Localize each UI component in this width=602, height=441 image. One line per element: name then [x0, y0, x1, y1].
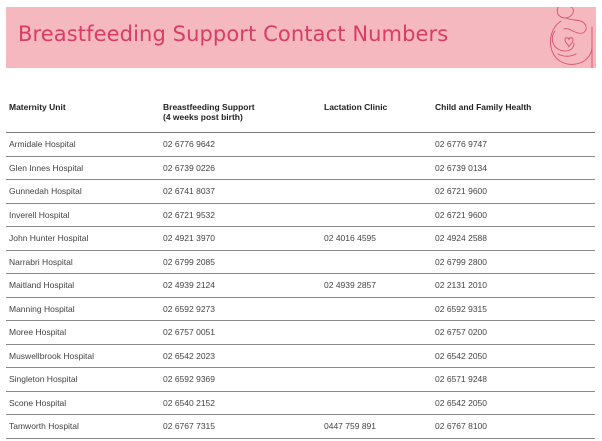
breastfeeding-support-cell: 02 6799 2085	[159, 250, 320, 274]
maternity-unit-cell: Maitland Hospital	[6, 274, 159, 298]
lactation-clinic-cell: 02 4939 2857	[320, 274, 431, 298]
header-child-family-health: Child and Family Health	[431, 98, 595, 133]
child-family-health-cell: 02 6767 8100	[431, 415, 595, 439]
breastfeeding-support-cell: 02 6540 2152	[159, 391, 320, 415]
table-row	[6, 391, 595, 415]
lactation-clinic-cell	[320, 321, 431, 345]
table-row	[6, 368, 595, 392]
child-family-health-cell: 02 6757 0200	[431, 321, 595, 345]
breastfeeding-support-cell: 02 4939 2124	[159, 274, 320, 298]
lactation-clinic-cell	[320, 368, 431, 392]
breastfeeding-support-cell: 02 6542 2023	[159, 344, 320, 368]
table-header-row	[6, 98, 595, 133]
maternity-unit-cell: John Hunter Hospital	[6, 227, 159, 251]
lactation-clinic-cell	[320, 391, 431, 415]
breastfeeding-support-cell: 02 6721 9532	[159, 203, 320, 227]
lactation-clinic-cell	[320, 133, 431, 157]
breastfeeding-support-cell: 02 6592 9369	[159, 368, 320, 392]
maternity-unit-cell: Tamworth Hospital	[6, 415, 159, 439]
breastfeeding-support-cell: 02 4921 3970	[159, 227, 320, 251]
lactation-clinic-cell	[320, 156, 431, 180]
table-row	[6, 321, 595, 345]
header-maternity-unit: Maternity Unit	[6, 98, 159, 133]
maternity-unit-cell: Manning Hospital	[6, 297, 159, 321]
breastfeeding-support-cell: 02 6592 9273	[159, 297, 320, 321]
child-family-health-cell: 02 2131 2010	[431, 274, 595, 298]
header-breastfeeding-support-label: Breastfeeding Support	[163, 102, 255, 112]
maternity-unit-cell: Moree Hospital	[6, 321, 159, 345]
breastfeeding-support-cell: 02 6767 7315	[159, 415, 320, 439]
contact-table	[6, 98, 595, 439]
maternity-unit-cell: Armidale Hospital	[6, 133, 159, 157]
lactation-clinic-cell	[320, 250, 431, 274]
maternity-unit-cell: Narrabri Hospital	[6, 250, 159, 274]
header-lactation-clinic: Lactation Clinic	[320, 98, 431, 133]
table-row	[6, 344, 595, 368]
table-row	[6, 133, 595, 157]
table-row	[6, 274, 595, 298]
lactation-clinic-cell	[320, 344, 431, 368]
lactation-clinic-cell	[320, 297, 431, 321]
lactation-clinic-cell	[320, 203, 431, 227]
child-family-health-cell: 02 6721 9600	[431, 180, 595, 204]
page-title: Breastfeeding Support Contact Numbers	[18, 22, 449, 46]
child-family-health-cell: 02 6542 2050	[431, 344, 595, 368]
child-family-health-cell: 02 6776 9747	[431, 133, 595, 157]
child-family-health-cell: 02 6739 0134	[431, 156, 595, 180]
table-row	[6, 180, 595, 204]
maternity-unit-cell: Inverell Hospital	[6, 203, 159, 227]
header-breastfeeding-support	[159, 98, 320, 133]
maternity-unit-cell: Glen Innes Hospital	[6, 156, 159, 180]
lactation-clinic-cell	[320, 180, 431, 204]
child-family-health-cell: 02 6592 9315	[431, 297, 595, 321]
table-row	[6, 415, 595, 439]
title-banner	[6, 7, 596, 68]
maternity-unit-cell: Scone Hospital	[6, 391, 159, 415]
breastfeeding-support-cell: 02 6741 8037	[159, 180, 320, 204]
breastfeeding-support-cell: 02 6757 0051	[159, 321, 320, 345]
child-family-health-cell: 02 6542 2050	[431, 391, 595, 415]
breastfeeding-support-cell: 02 6739 0226	[159, 156, 320, 180]
table-row	[6, 227, 595, 251]
child-family-health-cell: 02 6799 2800	[431, 250, 595, 274]
child-family-health-cell: 02 6571 9248	[431, 368, 595, 392]
lactation-clinic-cell: 0447 759 891	[320, 415, 431, 439]
child-family-health-cell: 02 6721 9600	[431, 203, 595, 227]
maternity-unit-cell: Gunnedah Hospital	[6, 180, 159, 204]
table-row	[6, 156, 595, 180]
table-row	[6, 250, 595, 274]
table-row	[6, 203, 595, 227]
lactation-clinic-cell: 02 4016 4595	[320, 227, 431, 251]
breastfeeding-support-cell: 02 6776 9642	[159, 133, 320, 157]
header-breastfeeding-support-sub: (4 weeks post birth)	[163, 112, 243, 122]
pregnancy-line-art-icon	[528, 7, 594, 68]
table-row	[6, 297, 595, 321]
maternity-unit-cell: Singleton Hospital	[6, 368, 159, 392]
child-family-health-cell: 02 4924 2588	[431, 227, 595, 251]
maternity-unit-cell: Muswellbrook Hospital	[6, 344, 159, 368]
